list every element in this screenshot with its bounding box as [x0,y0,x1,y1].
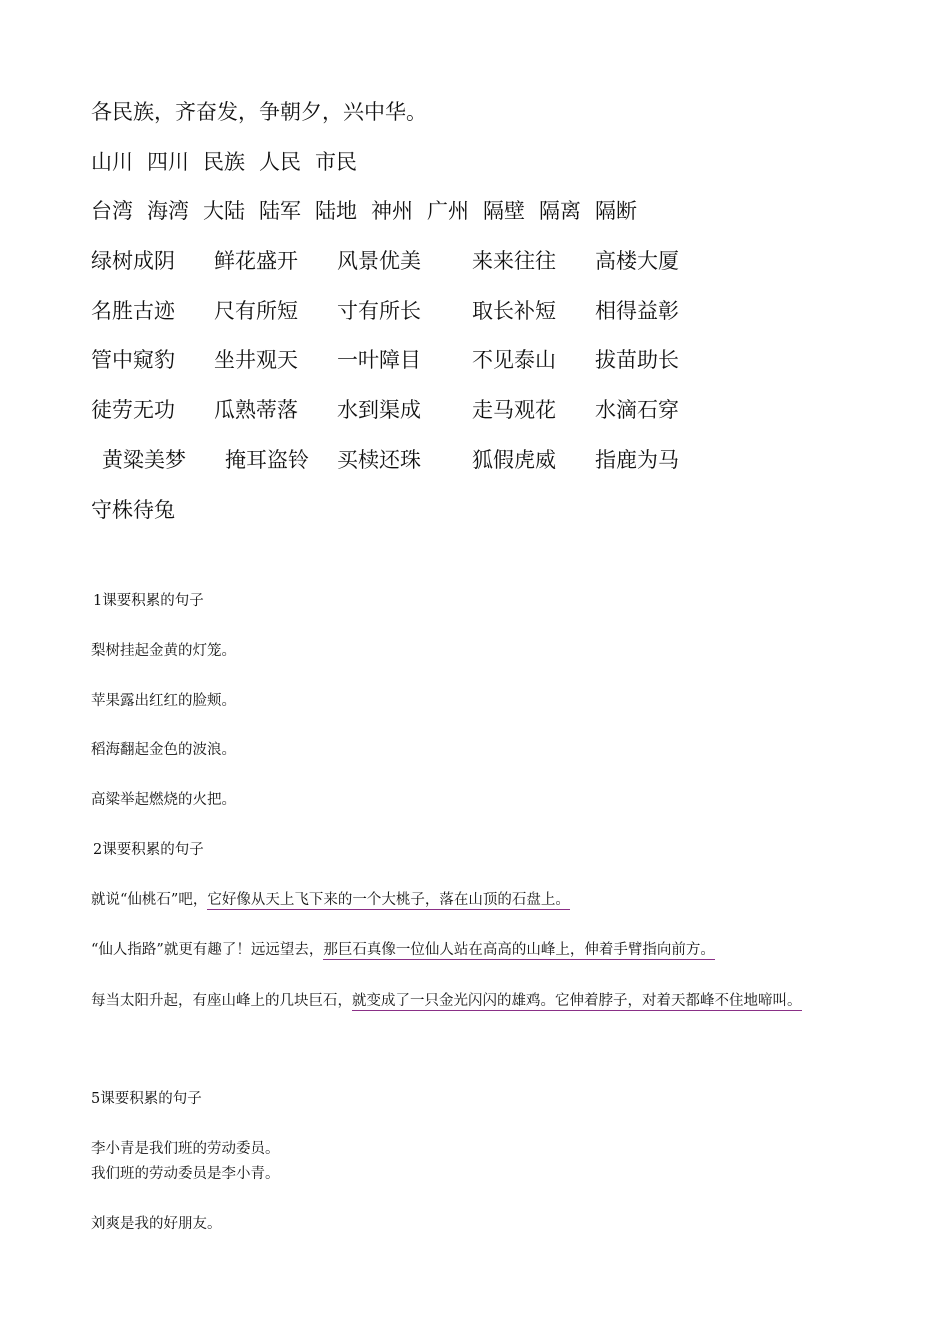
sentence-text: 每当太阳升起，有座山峰上的几块巨石， [91,993,352,1009]
lesson5-sentence: 我们班的劳动委员是李小青。 [91,1166,280,1182]
word: 山川 [91,150,133,174]
sentence-text: “仙人指路”就更有趣了！远远望去， [91,942,324,958]
idiom: 高楼大厦 [595,249,679,273]
word: 广州 [427,199,469,223]
idiom: 尺有所短 [214,299,298,323]
word: 人民 [259,150,301,174]
lesson2-sentence-2 [91,939,715,961]
word: 神州 [371,199,413,223]
word: 海湾 [147,199,189,223]
lesson2-sentence-3 [91,989,861,1013]
lesson1-sentence: 梨树挂起金黄的灯笼。 [91,643,236,659]
slogan-line: 各民族，齐奋发，争朝夕，兴中华。 [91,100,427,124]
idiom: 狐假虎威 [472,448,556,472]
lesson2-sentence-1 [91,889,570,911]
lesson5-sentence: 刘爽是我的好朋友。 [91,1216,222,1232]
idiom: 坐井观天 [214,348,298,372]
idiom: 指鹿为马 [595,448,679,472]
idiom: 名胜古迹 [91,299,175,323]
word: 大陆 [203,199,245,223]
idiom: 守株待兔 [91,498,175,522]
idiom: 相得益彰 [595,299,679,323]
underlined-text: 它好像从天上飞下来的一个大桃子，落在山顶的石盘上。 [207,892,570,908]
idiom: 风景优美 [337,249,421,273]
word: 隔壁 [483,199,525,223]
idiom: 管中窥豹 [91,348,175,372]
word: 陆地 [315,199,357,223]
idiom: 拔苗助长 [595,348,679,372]
idiom: 买椟还珠 [337,448,421,472]
lesson5-title: 5课要积累的句子 [91,1091,202,1107]
word: 四川 [147,150,189,174]
word: 隔断 [595,199,637,223]
underlined-text: 那巨石真像一位仙人站在高高的山峰上，伸着手臂指向前方。 [323,942,715,958]
word: 隔离 [539,199,581,223]
idiom: 掩耳盗铃 [225,448,309,472]
idiom: 鲜花盛开 [214,249,298,273]
idiom: 不见泰山 [472,348,556,372]
word: 市民 [315,150,357,174]
lesson5-sentence: 李小青是我们班的劳动委员。 [91,1141,280,1157]
word: 民族 [203,150,245,174]
lesson1-sentence: 苹果露出红红的脸颊。 [91,693,236,709]
idiom: 寸有所长 [337,299,421,323]
idiom: 绿树成阴 [91,249,175,273]
idiom: 水滴石穿 [595,398,679,422]
idiom: 黄粱美梦 [102,448,186,472]
lesson1-sentence: 稻海翻起金色的波浪。 [91,742,236,758]
idiom: 水到渠成 [337,398,421,422]
word: 陆军 [259,199,301,223]
lesson1-sentence: 高粱举起燃烧的火把。 [91,792,236,808]
lesson2-title: 2课要积累的句子 [93,842,204,858]
idiom: 一叶障目 [337,348,421,372]
sentence-text: 就说“仙桃石”吧， [91,892,208,908]
lesson1-title: 1课要积累的句子 [93,593,204,609]
underlined-text: 就变成了一只金光闪闪的雄鸡。它伸着脖子，对着天都峰不住地啼叫。 [352,993,802,1009]
word: 台湾 [91,199,133,223]
idiom: 徒劳无功 [91,398,175,422]
idiom: 来来往往 [472,249,556,273]
idiom: 走马观花 [472,398,556,422]
idiom: 取长补短 [472,299,556,323]
idiom: 瓜熟蒂落 [214,398,298,422]
